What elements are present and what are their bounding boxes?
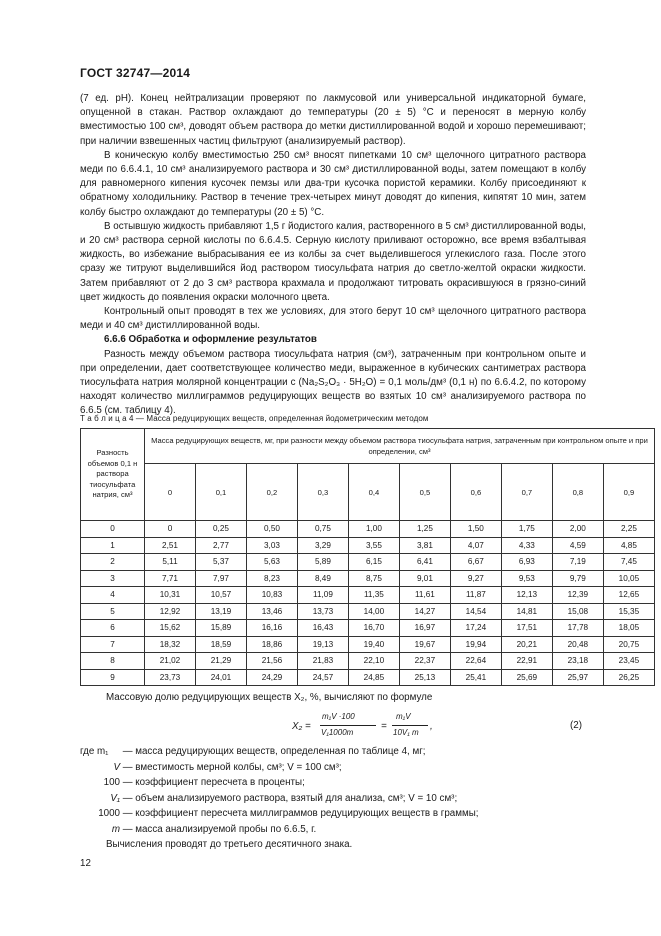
table-cell: 25,13 <box>399 669 450 686</box>
table-cell: 9,01 <box>399 570 450 587</box>
paragraph: Разность между объемом раствора тиосульфата натрия (см³), затраченным при контрольном опыте и при определении, дает соответствующее количество меди, выраженное в кубических сантиметрах раствора тиосульфата натрия молярной концентрации c (Na₂S₂O₃ · 5H₂O) = 0,1 моль/дм³ (0,1 н) по 6.6.4.2, по которому находят количество миллиграммов редуцирующих веществ во взятых 10 см³ анализируемого раствора по 6.6.5 (см. таблицу 4). <box>80 348 586 417</box>
column-header: 0,4 <box>348 464 399 521</box>
group-header: Масса редуцирующих веществ, мг, при разности между объемом раствора тиосульфата натрия, затраченным при контрольном опыте и при определении, см³ <box>145 429 655 464</box>
formula-numerator-2: m₁V <box>396 712 411 721</box>
where-item: где m₁ — масса редуцирующих веществ, определенная по таблице 4, мг; <box>80 746 426 757</box>
table-cell: 22,91 <box>501 653 552 670</box>
table-cell: 24,57 <box>297 669 348 686</box>
table-cell: 2,77 <box>195 537 246 554</box>
table-cell: 5,63 <box>246 554 297 571</box>
row-label: 8 <box>81 653 145 670</box>
table-cell: 24,01 <box>195 669 246 686</box>
table-cell: 1,50 <box>450 521 501 538</box>
formula-denominator-2: 10V₁ m <box>393 728 419 737</box>
table-cell: 21,56 <box>246 653 297 670</box>
table-cell: 4,33 <box>501 537 552 554</box>
paragraph: (7 ед. pH). Конец нейтрализации проверяют по лакмусовой или универсальной индикаторной бумаге, опущенной в стакан. Раствор охлаждают до температуры (20 ± 5) °С и переносят в мерную колбу вместимостью 100 см³, доводят объем раствора до метки дистиллированной водой и хорошо перемешивают; при наличии взвешенных частиц фильтруют (анализируемый раствор). <box>80 93 586 147</box>
table-cell: 4,59 <box>552 537 603 554</box>
table-cell: 12,13 <box>501 587 552 604</box>
formula-intro: Массовую долю редуцирующих веществ X₂, %, вычисляют по формуле <box>106 692 433 703</box>
where-list <box>80 744 600 853</box>
table-cell: 23,18 <box>552 653 603 670</box>
row-label: 6 <box>81 620 145 637</box>
formula-denominator-1: V₁1000m <box>321 728 354 737</box>
body-text <box>80 92 586 419</box>
table-cell: 16,43 <box>297 620 348 637</box>
where-item: 1000 — коэффициент пересчета миллиграммов редуцирующих веществ в граммы; <box>98 808 479 819</box>
fraction-bar <box>392 725 428 726</box>
table-cell: 1,75 <box>501 521 552 538</box>
table-row <box>81 587 655 604</box>
column-header: 0,7 <box>501 464 552 521</box>
formula-eq: = <box>381 721 387 732</box>
row-label: 7 <box>81 636 145 653</box>
table-row <box>81 636 655 653</box>
table-cell: 14,00 <box>348 603 399 620</box>
table-cell: 6,15 <box>348 554 399 571</box>
table-cell: 24,85 <box>348 669 399 686</box>
data-table <box>80 428 655 686</box>
where-item: 100 — коэффициент пересчета в проценты; <box>103 777 305 788</box>
table-cell: 23,73 <box>145 669 196 686</box>
table-row <box>81 521 655 538</box>
row-header: Разность объемов 0,1 н раствора тиосульфата натрия, см³ <box>81 429 145 521</box>
table-row <box>81 620 655 637</box>
table-cell: 18,86 <box>246 636 297 653</box>
table-cell: 11,61 <box>399 587 450 604</box>
table-cell: 20,75 <box>603 636 654 653</box>
table-cell: 6,41 <box>399 554 450 571</box>
table-cell: 25,41 <box>450 669 501 686</box>
table-cell: 10,31 <box>145 587 196 604</box>
page-number: 12 <box>80 858 91 869</box>
table-cell: 4,85 <box>603 537 654 554</box>
table-cell: 17,78 <box>552 620 603 637</box>
table-cell: 1,25 <box>399 521 450 538</box>
table-cell: 7,45 <box>603 554 654 571</box>
table-cell: 15,35 <box>603 603 654 620</box>
table-cell: 3,29 <box>297 537 348 554</box>
table-cell: 12,39 <box>552 587 603 604</box>
table-cell: 22,10 <box>348 653 399 670</box>
row-label: 3 <box>81 570 145 587</box>
table-cell: 23,45 <box>603 653 654 670</box>
where-item: m — масса анализируемой пробы по 6.6.5, г. <box>111 823 317 835</box>
formula-lhs: X₂ = <box>292 721 311 732</box>
table-cell: 3,81 <box>399 537 450 554</box>
table-cell: 10,83 <box>246 587 297 604</box>
table-cell: 11,35 <box>348 587 399 604</box>
table-cell: 9,79 <box>552 570 603 587</box>
table-cell: 18,32 <box>145 636 196 653</box>
table-cell: 7,97 <box>195 570 246 587</box>
column-header: 0,8 <box>552 464 603 521</box>
table-cell: 15,08 <box>552 603 603 620</box>
table-cell: 9,53 <box>501 570 552 587</box>
table-cell: 6,93 <box>501 554 552 571</box>
table-row <box>81 669 655 686</box>
table-row <box>81 603 655 620</box>
table-cell: 1,00 <box>348 521 399 538</box>
table-cell: 13,46 <box>246 603 297 620</box>
row-label: 9 <box>81 669 145 686</box>
row-label: 0 <box>81 521 145 538</box>
table-cell: 0,50 <box>246 521 297 538</box>
table-cell: 7,19 <box>552 554 603 571</box>
table-cell: 0 <box>145 521 196 538</box>
formula-end: , <box>430 721 433 732</box>
document-header: ГОСТ 32747—2014 <box>80 66 191 80</box>
table-cell: 25,69 <box>501 669 552 686</box>
table-cell: 17,24 <box>450 620 501 637</box>
table-cell: 12,65 <box>603 587 654 604</box>
table-cell: 19,94 <box>450 636 501 653</box>
row-label: 4 <box>81 587 145 604</box>
table-cell: 20,48 <box>552 636 603 653</box>
table-cell: 5,37 <box>195 554 246 571</box>
where-item: V — вместимость мерной колбы, см³; V = 100 см³; <box>113 761 342 773</box>
table-cell: 4,07 <box>450 537 501 554</box>
table-row <box>81 554 655 571</box>
table-cell: 15,62 <box>145 620 196 637</box>
column-header: 0,3 <box>297 464 348 521</box>
row-label: 5 <box>81 603 145 620</box>
table-cell: 7,71 <box>145 570 196 587</box>
table-row <box>81 537 655 554</box>
formula-number: (2) <box>570 720 582 731</box>
final-note: Вычисления проводят до третьего десятичного знака. <box>106 839 353 850</box>
table-cell: 19,67 <box>399 636 450 653</box>
table-cell: 17,51 <box>501 620 552 637</box>
paragraph: В остывшую жидкость прибавляют 1,5 г йодистого калия, растворенного в 5 см³ дистиллированной воды, и 20 см³ раствора серной кислоты по 6.6.4.5. Серную кислоту приливают осторожно, все время взбалтывая жидкость, во избежание выбрасывания ее из колбы за счет выделившегося углекислого газа. После этого сразу же титруют выделившийся йод раствором тиосульфата натрия до светло-желтой окраски жидкости. Затем прибавляют от 2 до 3 см³ раствора крахмала и продолжают титровать окрасившуюся в грязно-синий цвет жидкость до появления окраски молочного цвета. <box>80 220 586 303</box>
table-cell: 21,29 <box>195 653 246 670</box>
table-cell: 11,09 <box>297 587 348 604</box>
table-cell: 14,27 <box>399 603 450 620</box>
table-cell: 8,75 <box>348 570 399 587</box>
where-item: V₁ — объем анализируемого раствора, взятый для анализа, см³; V = 10 см³; <box>110 792 458 804</box>
column-header: 0,2 <box>246 464 297 521</box>
table-cell: 8,49 <box>297 570 348 587</box>
table-cell: 8,23 <box>246 570 297 587</box>
table-cell: 11,87 <box>450 587 501 604</box>
column-header: 0,6 <box>450 464 501 521</box>
column-header: 0,1 <box>195 464 246 521</box>
table-cell: 6,67 <box>450 554 501 571</box>
table-cell: 24,29 <box>246 669 297 686</box>
table-cell: 5,89 <box>297 554 348 571</box>
table-cell: 0,75 <box>297 521 348 538</box>
table-cell: 10,57 <box>195 587 246 604</box>
table-cell: 21,83 <box>297 653 348 670</box>
table-cell: 16,97 <box>399 620 450 637</box>
table-cell: 20,21 <box>501 636 552 653</box>
table-cell: 13,19 <box>195 603 246 620</box>
table-cell: 25,97 <box>552 669 603 686</box>
paragraph: Контрольный опыт проводят в тех же условиях, для этого берут 10 см³ щелочного цитратного раствора меди и 40 см³ дистиллированной воды. <box>80 306 586 332</box>
table-row <box>81 653 655 670</box>
section-heading: 6.6.6 Обработка и оформление результатов <box>104 334 317 346</box>
table-cell: 3,03 <box>246 537 297 554</box>
paragraph: В коническую колбу вместимостью 250 см³ вносят пипетками 10 см³ щелочного цитратного раствора меди по 6.6.4.1, 10 см³ анализируемого раствора и 30 см³ дистиллированной воды, затем помещают в колбу для равномерного кипения кусочек пемзы или два-три кусочка пористой керамики. Колбу присоединяют к обратному холодильнику. Раствор в течение трех-четырех минут доводят до кипения, кипятят 10 мин, затем колбу быстро охлаждают до температуры (20 ± 5) °С. <box>80 149 586 218</box>
table-cell: 5,11 <box>145 554 196 571</box>
table-cell: 19,13 <box>297 636 348 653</box>
table-cell: 14,81 <box>501 603 552 620</box>
table-cell: 18,05 <box>603 620 654 637</box>
table-cell: 12,92 <box>145 603 196 620</box>
table-cell: 19,40 <box>348 636 399 653</box>
table-cell: 26,25 <box>603 669 654 686</box>
table-row <box>81 570 655 587</box>
table-cell: 16,70 <box>348 620 399 637</box>
table-cell: 14,54 <box>450 603 501 620</box>
table-cell: 2,25 <box>603 521 654 538</box>
table-cell: 21,02 <box>145 653 196 670</box>
table-cell: 0,25 <box>195 521 246 538</box>
table-cell: 22,64 <box>450 653 501 670</box>
table-cell: 13,73 <box>297 603 348 620</box>
column-header: 0 <box>145 464 196 521</box>
table-cell: 2,00 <box>552 521 603 538</box>
table-cell: 3,55 <box>348 537 399 554</box>
table-cell: 22,37 <box>399 653 450 670</box>
column-header: 0,5 <box>399 464 450 521</box>
table-cell: 9,27 <box>450 570 501 587</box>
table-cell: 2,51 <box>145 537 196 554</box>
row-label: 2 <box>81 554 145 571</box>
table-cell: 15,89 <box>195 620 246 637</box>
formula-numerator-1: m₁V ·100 <box>322 712 355 721</box>
fraction-bar <box>320 725 376 726</box>
table-cell: 16,16 <box>246 620 297 637</box>
table-cell: 18,59 <box>195 636 246 653</box>
column-header: 0,9 <box>603 464 654 521</box>
row-label: 1 <box>81 537 145 554</box>
table-caption: Т а б л и ц а 4 — Масса редуцирующих веществ, определенная йодометрическим методом <box>80 414 429 423</box>
table-cell: 10,05 <box>603 570 654 587</box>
